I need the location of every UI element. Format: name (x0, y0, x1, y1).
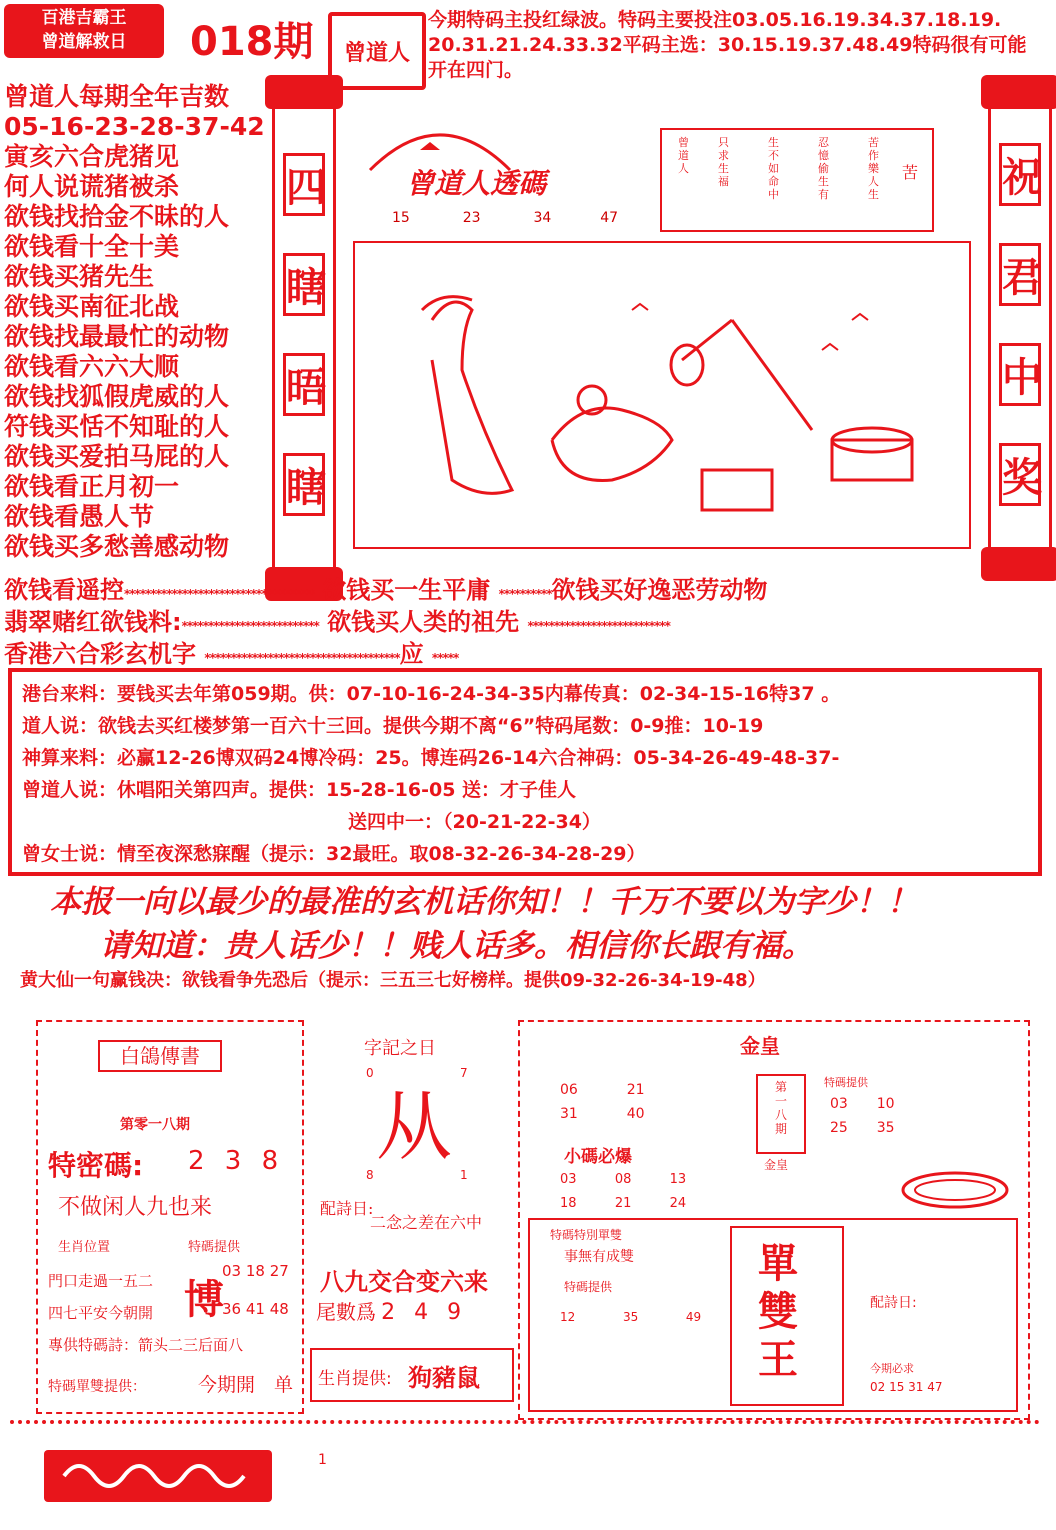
slogan-line1: 本报一向以最少的最准的玄机话你知！！千万不要以为字少！！ (50, 884, 918, 920)
mid-line-2 (4, 602, 670, 637)
box-left-nums-row1: 03 18 27 (222, 1262, 289, 1280)
mid-line-stars: ************************************* (204, 651, 400, 665)
header-stamp-line1: 百港吉霸王 (41, 8, 127, 28)
box-right-big-char: 單 (758, 1241, 798, 1287)
box-right-poem-label: 配詩日: (870, 1295, 917, 1311)
box-left-tagline: 不做闲人九也来 (58, 1195, 213, 1220)
mid-line-stars: *************************** (527, 619, 670, 633)
box-mid-n-bl: 8 (366, 1168, 374, 1182)
box-left-poem: 專供特碼詩：箭头二三后面八 (48, 1336, 244, 1354)
left-line: 欲钱找拾金不昧的人 (4, 202, 230, 231)
box-left-zodiac-line: 門口走過一五二 (48, 1272, 154, 1290)
left-scroll-char: 四 (283, 153, 325, 216)
seal-icon (900, 1170, 1010, 1210)
left-column (4, 82, 265, 562)
box-mid-zodiac: 狗豬鼠 (408, 1364, 480, 1392)
mid-line-text: 香港六合彩玄机字 (4, 640, 196, 668)
box-left-title: 白鴿傳書 (98, 1040, 222, 1072)
footer-stamp (44, 1450, 272, 1502)
box-mid-n-top: 0 (366, 1066, 374, 1080)
mid-line-3 (4, 634, 458, 669)
header-stamp (4, 4, 164, 58)
left-scroll-char: 瞎 (283, 453, 325, 516)
cloud-pattern-icon (44, 1450, 272, 1502)
info-row: 送四中一：（20-21-22-34） (348, 811, 601, 833)
mid-line-text: 应 (399, 640, 424, 668)
right-scroll-char: 中 (999, 343, 1041, 406)
left-line: 寅亥六合虎猪见 (4, 142, 180, 171)
box-right-special-title: 特碼提供 (824, 1076, 868, 1089)
box-right-lower-line1: 事無有成雙 (564, 1249, 634, 1265)
box-mid-poem-label: 配詩日: (320, 1199, 374, 1218)
mid-line-text: 欲钱看遥控 (4, 576, 124, 604)
left-line: 欲钱看正月初一 (4, 472, 180, 501)
scholar-illustration (352, 240, 972, 550)
poem-col: 苦作樂人生 (868, 136, 879, 201)
box-right-small-num: 03 (560, 1172, 577, 1187)
issue-number: 018期 (190, 19, 314, 65)
footer-mark: 1 (318, 1452, 327, 1468)
box-right-small-num: 13 (669, 1172, 687, 1187)
mid-line-stars: ********** (498, 587, 552, 601)
box-right-lower-title: 特碼特別單雙 (550, 1228, 623, 1242)
left-line: 欲钱买多愁善感动物 (4, 532, 230, 561)
box-mid-tail-nums: 2 4 9 (381, 1300, 468, 1325)
special-code-line2: 20.31.21.24.33.32平码主选：30.15.19.37.48.49特码很有可能 (428, 34, 1027, 56)
info-row: 港台来料：要钱买去年第059期。供：07-10-16-24-34-35内幕传真：02-34-15-16特37 。 (22, 683, 841, 705)
left-line: 欲钱看六六大顺 (4, 352, 180, 381)
left-scroll-char: 晤 (283, 353, 325, 416)
box-right-small-num: 21 (614, 1196, 632, 1211)
mid-line-stars: ***** (431, 651, 459, 665)
poem-title: 苦 (901, 163, 918, 182)
box-left-nums-row2: 36 41 48 (222, 1300, 289, 1318)
picture-number: 23 (462, 210, 481, 226)
box-left-special-nums: 2 3 8 (188, 1146, 285, 1176)
right-scroll-char: 祝 (999, 143, 1041, 206)
left-title: 曾道人每期全年吉数 (4, 82, 230, 111)
info-row: 道人说：欲钱去买红楼梦第一百六十三回。提供今期不离“6”特码尾数：0-9推：10-19 (22, 715, 764, 737)
huang-line: 黄大仙一句赢钱决：欲钱看争先恐后（提示：三五三七好榜样。提供09-32-26-34-19-48） (20, 970, 766, 991)
info-box (8, 668, 1042, 876)
left-line: 欲钱找最最忙的动物 (4, 322, 230, 351)
box-mid-n-tr: 7 (460, 1066, 468, 1080)
box-right-num: 06 (560, 1082, 578, 1098)
box-right-lower-num: 35 (622, 1310, 639, 1324)
box-left-bo: 博 (184, 1277, 224, 1323)
info-row: 曾女士说：情至夜深愁寐醒（提示：32最旺。取08-32-26-34-28-29） (22, 843, 646, 865)
box-right-banner: 金皇 (740, 1034, 780, 1058)
mid-line-1 (4, 570, 767, 605)
mid-line-text: 欲钱买人类的祖先 (327, 608, 520, 636)
left-line: 欲钱看愚人节 (4, 502, 155, 531)
poem-col: 曾道人 (678, 136, 689, 175)
info-row: 曾道人说：休唱阳关第四声。提供：15-28-16-05 送：才子佳人 (22, 779, 577, 801)
box-left-issue: 第零一八期 (120, 1117, 190, 1133)
mid-line-text: 欲钱买一生平庸 (322, 576, 491, 604)
box-mid-poem: 二念之差在六中 (370, 1213, 483, 1232)
mid-line-text: 欲钱买好逸恶劳动物 (551, 576, 768, 604)
box-right-final-label: 今期必求 (870, 1362, 914, 1375)
picture-number: 47 (600, 210, 619, 226)
lucky-numbers: 05-16-23-28-37-42 (4, 112, 265, 141)
box-mid-title: 字記之日 (364, 1038, 436, 1059)
box-right-small-num: 08 (614, 1172, 632, 1187)
logo-text: 曾道人 (343, 41, 410, 66)
mid-line-stars: ************************** (181, 619, 319, 633)
box-right-lower-line2: 特碼提供 (564, 1280, 613, 1294)
special-code-block (428, 8, 1026, 83)
box-right-small-num: 18 (560, 1196, 577, 1211)
info-row: 神算来料：必赢12-26博双码24博冷码：25。博连码26-14六合神码：05-34-26-49-48-37- (22, 747, 840, 769)
special-code-line3: 开在四门。 (428, 59, 524, 81)
box-right-small-num: 24 (669, 1196, 687, 1211)
picture-title: 曾道人透碼 (406, 167, 547, 200)
left-line: 何人说谎猪被杀 (4, 172, 180, 201)
box-right-num: 40 (626, 1106, 645, 1122)
box-right-issue-sub: 金皇 (764, 1158, 789, 1172)
right-scroll (988, 100, 1052, 556)
box-right-num: 03 (830, 1096, 848, 1112)
box-right-small-title: 小碼必爆 (564, 1147, 632, 1167)
poem-box (660, 128, 934, 232)
mid-line-text: 翡翠赌红欲钱料: (4, 608, 182, 636)
left-scroll (272, 100, 336, 576)
box-left-zodiac-label: 生肖位置 (58, 1240, 111, 1255)
left-line: 欲钱看十全十美 (4, 232, 180, 261)
header-stamp-line2: 曾道解救日 (41, 32, 127, 52)
picture-number: 15 (392, 210, 410, 226)
box-right (518, 1020, 1030, 1420)
box-right-issue: 第一八期 (774, 1080, 787, 1136)
box-right-final-nums: 02 15 31 47 (870, 1380, 943, 1394)
box-right-num: 21 (626, 1082, 645, 1098)
box-right-num: 25 (830, 1120, 848, 1136)
left-line: 欲钱买南征北战 (4, 292, 180, 321)
box-left-sd-value: 今期開 单 (198, 1374, 294, 1396)
left-line: 欲钱找狐假虎威的人 (4, 382, 230, 411)
mid-line-stars: ************************************ (124, 587, 314, 601)
box-right-num: 10 (876, 1096, 895, 1112)
box-right-num: 31 (560, 1106, 578, 1122)
box-left-special-label: 特密碼: (48, 1149, 144, 1182)
box-right-big-char: 雙 (758, 1289, 798, 1335)
picture-area (340, 100, 980, 560)
box-mid (310, 1030, 510, 1410)
box-left-special-provide: 特碼提供 (188, 1240, 241, 1255)
slogan-line2: 请知道：贵人话少！！贱人话多。相信你长跟有福。 (100, 928, 813, 964)
box-left-sd-label: 特碼單雙提供： (48, 1379, 146, 1395)
footer-divider (10, 1420, 1040, 1424)
box-mid-n-br: 1 (460, 1168, 468, 1182)
box-mid-phrase: 八九交合变六来 (320, 1268, 488, 1296)
box-right-num: 35 (876, 1120, 895, 1136)
box-right-big-char: 王 (758, 1337, 798, 1383)
box-mid-zodiac-label: 生肖提供: (318, 1369, 392, 1389)
special-code-line1: 今期特码主投红绿波。特码主要投注03.05.16.19.34.37.18.19. (428, 9, 1002, 31)
picture-number: 34 (533, 210, 552, 226)
right-scroll-char: 君 (999, 243, 1041, 306)
box-right-lower-num: 49 (685, 1310, 702, 1324)
poem-col: 忍憶偷生有 (818, 136, 829, 201)
poem-col: 只求生福 (718, 136, 729, 188)
right-scroll-char: 奖 (999, 443, 1041, 506)
box-left-line-a: 四七平安今朝開 (48, 1304, 154, 1322)
left-scroll-char: 瞎 (283, 253, 325, 316)
left-line: 欲钱买猪先生 (4, 262, 155, 291)
box-right-lower-num: 12 (560, 1310, 576, 1324)
box-left (36, 1020, 304, 1414)
box-mid-tail-label: 尾數爲 (316, 1300, 376, 1324)
left-line: 欲钱买爱拍马屁的人 (4, 442, 230, 471)
left-line: 符钱买恬不知耻的人 (4, 412, 230, 441)
poem-col: 生不如命中 (768, 136, 779, 201)
box-mid-big-char: 从 (376, 1082, 452, 1171)
